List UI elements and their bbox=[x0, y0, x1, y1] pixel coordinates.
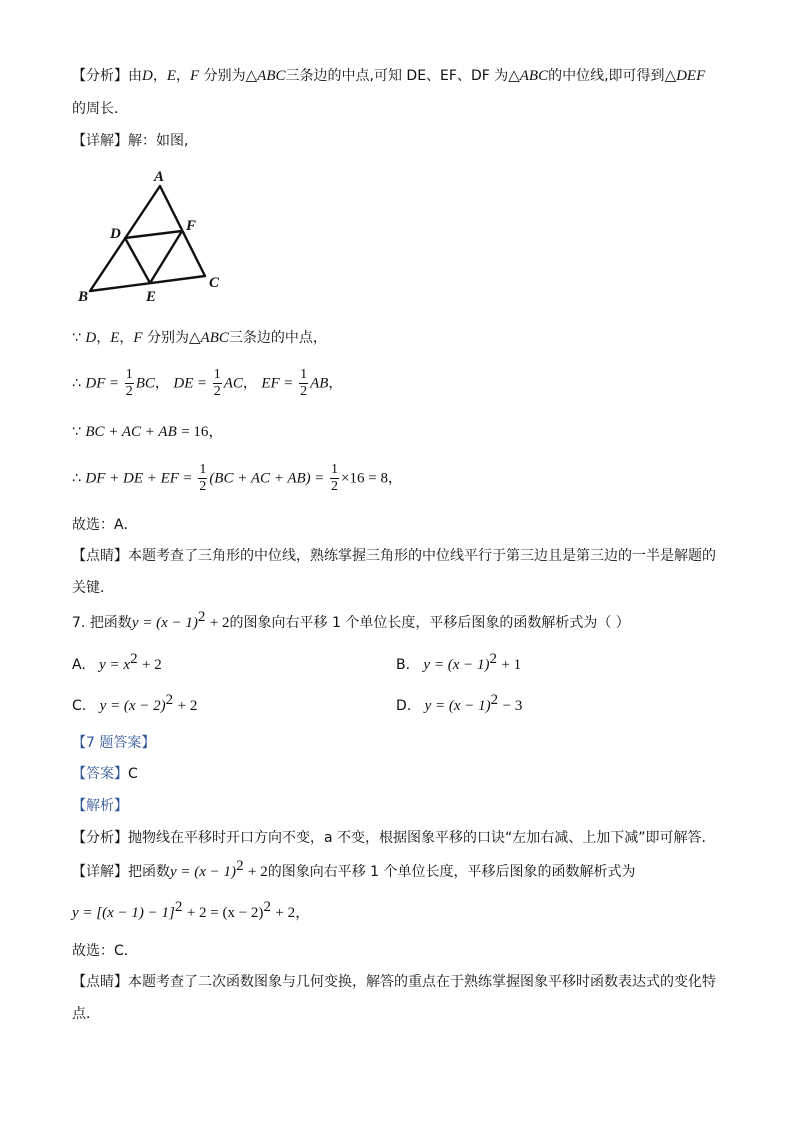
vertex-label-e: E bbox=[146, 289, 157, 305]
step-4: ∴ DF + DE + EF = $\frac{1}{2}$ (BC + AC + AB) = $\frac{1}{2}$ ×16 = 8， bbox=[72, 462, 402, 494]
fraction-half: $\frac{1}{2}$ bbox=[213, 367, 221, 399]
option-a[interactable]: A. $y = x^2 + 2$ bbox=[72, 651, 162, 673]
comment-7-line-1: 【点睛】本题考查了二次函数图象与几何变换，解答的重点在于熟练掌握图象平移时函数表达式的变化特 bbox=[72, 974, 716, 990]
detail-tag: 【详解】 bbox=[72, 133, 128, 149]
comment-tag: 【点睛】 bbox=[72, 548, 128, 564]
vertex-label-a: A bbox=[154, 169, 165, 185]
q7-calculation: $y = [(x - 1) - 1]^2 + 2 = (x - 2)^2 + 2$， bbox=[72, 899, 311, 921]
option-d[interactable]: D. $y = (x - 1)^2 - 3$ bbox=[396, 692, 523, 714]
comment-6-line-2: 关键． bbox=[72, 580, 114, 596]
comment-tag: 【点睛】 bbox=[72, 974, 128, 990]
answer-tag: 【答案】 bbox=[72, 766, 128, 782]
analysis-line-2: 的周长． bbox=[72, 101, 128, 117]
fraction-half: $\frac{1}{2}$ bbox=[300, 367, 308, 399]
comment-6-line-1: 【点睛】本题考查了三角形的中位线，熟练掌握三角形的中位线平行于第三边且是第三边的一半是解题的 bbox=[72, 548, 716, 564]
choice-6: 故选：A． bbox=[72, 517, 138, 533]
explain-tag: 【解析】 bbox=[72, 798, 128, 814]
detail-tag: 【详解】 bbox=[72, 864, 128, 880]
vertex-label-b: B bbox=[78, 289, 89, 305]
detail-line: 【详解】解：如图, bbox=[72, 133, 189, 149]
step-2: ∴ DF = $\frac{1}{2}$ BC， DE = $\frac{1}{2}$ AC， EF = $\frac{1}{2}$ AB， bbox=[72, 367, 343, 399]
q7-detail-line: 【详解】把函数$y = (x - 1)^2 + 2$的图象向右平移 1 个单位长度，平移后图象的函数解析式为 bbox=[72, 858, 636, 880]
question-number: 7. bbox=[72, 615, 86, 631]
option-b[interactable]: B. $y = (x - 1)^2 + 1$ bbox=[396, 651, 522, 673]
analysis-tag: 【分析】 bbox=[72, 68, 128, 84]
triangle-abc bbox=[90, 186, 205, 291]
comment-7-line-2: 点． bbox=[72, 1006, 100, 1022]
answer-line bbox=[72, 764, 138, 784]
analysis-tag: 【分析】 bbox=[72, 830, 128, 846]
answer-value: C bbox=[128, 766, 138, 782]
q7-analysis-line: 【分析】抛物线在平移时开口方向不变，a 不变，根据图象平移的口诀“左加右减、上加下减”即可解答． bbox=[72, 830, 716, 846]
step-3: ∵ BC + AC + AB = 16， bbox=[72, 424, 224, 440]
vertex-label-f: F bbox=[186, 218, 197, 234]
triangle-figure bbox=[72, 165, 242, 310]
fraction-half: $\frac{1}{2}$ bbox=[331, 462, 339, 494]
question-7-stem: 7. 把函数$y = (x - 1)^2 + 2$的图象向右平移 1 个单位长度，平移后图象的函数解析式为（ ） bbox=[72, 609, 630, 631]
vertex-label-d: D bbox=[110, 226, 121, 242]
answer-heading: 【7 题答案】 bbox=[72, 735, 156, 751]
choice-7: 故选：C． bbox=[72, 943, 138, 959]
analysis-line-1: 【分析】由D，E，F 分别为△ABC三条边的中点,可知 DE、EF、DF 为△ABC的中位线,即可得到△DEF bbox=[72, 68, 706, 84]
step-1: ∵ D，E，F 分别为△ABC三条边的中点， bbox=[72, 330, 327, 346]
option-c[interactable]: C. $y = (x - 2)^2 + 2$ bbox=[72, 692, 198, 714]
vertex-label-c: C bbox=[209, 275, 220, 291]
fraction-half: $\frac{1}{2}$ bbox=[199, 462, 207, 494]
fraction-half: $\frac{1}{2}$ bbox=[125, 367, 133, 399]
triangle-def bbox=[125, 231, 182, 283]
